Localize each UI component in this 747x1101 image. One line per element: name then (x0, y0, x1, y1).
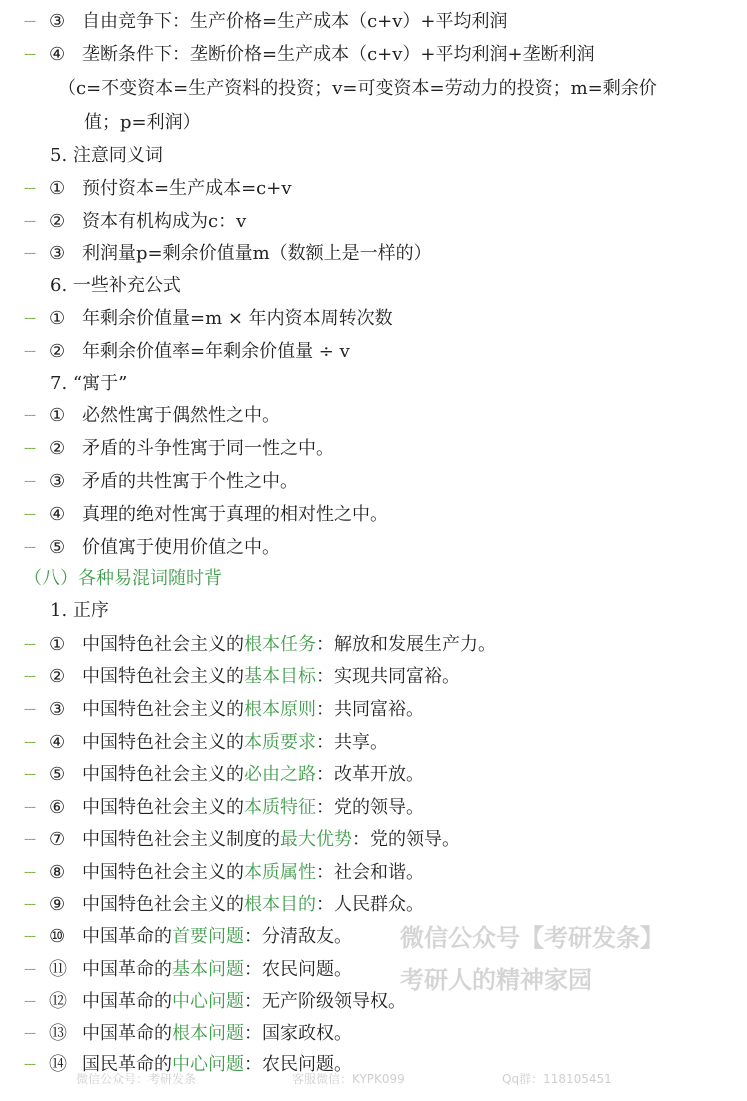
item-number: ③ (49, 699, 66, 720)
item-prefix: 中国特色社会主义的 (82, 699, 244, 720)
item-text: 年剩余价值量=m × 年内资本周转次数 (82, 308, 393, 329)
page-footer (0, 1070, 747, 1090)
item-prefix: 中国革命的 (82, 926, 172, 947)
dash-marker: --- (24, 214, 36, 229)
dash-marker: --- (24, 441, 36, 456)
item-text (82, 664, 460, 690)
note-text: （c=不变资本=生产资料的投资；v=可变资本=劳动力的投资；m=剩余价 (58, 78, 657, 99)
item-text (82, 957, 352, 983)
item-text: 矛盾的共性寓于个性之中。 (82, 471, 298, 492)
item-number: ② (49, 666, 66, 687)
dash-marker: --- (24, 832, 36, 847)
dash-marker: --- (24, 735, 36, 750)
dash-marker: --- (24, 408, 36, 423)
item-prefix: 中国革命的 (82, 991, 172, 1012)
item-keyword: 必由之路 (244, 764, 316, 785)
item-text (82, 632, 496, 658)
watermark-line-2: 考研人的精神家园 (400, 966, 592, 994)
dash-marker: --- (24, 929, 36, 944)
item-keyword: 本质特征 (244, 797, 316, 818)
item-number: ③ (49, 243, 66, 264)
dash-marker: --- (24, 344, 36, 359)
item-suffix: ：共同富裕。 (316, 699, 424, 720)
item-prefix: 中国革命的 (82, 1023, 172, 1044)
dash-marker: --- (24, 14, 36, 29)
item-keyword: 中心问题 (172, 1054, 244, 1075)
item-prefix: 中国特色社会主义的 (82, 634, 244, 655)
dash-marker: --- (24, 767, 36, 782)
item-keyword: 最大优势 (280, 829, 352, 850)
item-text (82, 892, 424, 918)
dash-marker: --- (24, 702, 36, 717)
item-number: ① (49, 178, 66, 199)
item-number: ⑧ (49, 862, 66, 883)
item-keyword: 基本目标 (244, 666, 316, 687)
dash-marker: --- (24, 1057, 36, 1072)
item-suffix: ：国家政权。 (244, 1023, 352, 1044)
item-number: ② (49, 341, 66, 362)
item-number: ① (49, 634, 66, 655)
item-keyword: 中心问题 (172, 991, 244, 1012)
item-keyword: 根本任务 (244, 634, 316, 655)
item-suffix: ：党的领导。 (352, 829, 460, 850)
item-text (82, 1021, 352, 1047)
item-keyword: 根本问题 (172, 1023, 244, 1044)
item-text (82, 860, 424, 886)
dash-marker: --- (24, 1026, 36, 1041)
dash-marker: --- (24, 474, 36, 489)
item-number: ⑨ (49, 894, 66, 915)
item-keyword: 根本目的 (244, 894, 316, 915)
watermark-line-1: 微信公众号【考研发条】 (400, 924, 664, 952)
dash-marker: --- (24, 897, 36, 912)
item-suffix: ：农民问题。 (244, 959, 352, 980)
item-number: ⑤ (49, 764, 66, 785)
item-suffix: ：解放和发展生产力。 (316, 634, 496, 655)
footer-wechat: 微信公众号：考研发条 (76, 1072, 197, 1086)
item-text (82, 730, 388, 756)
dash-marker: --- (24, 47, 36, 62)
item-text: 资本有机构成为c：v (82, 211, 247, 232)
item-text (82, 795, 424, 821)
item-prefix: 中国特色社会主义的 (82, 732, 244, 753)
item-prefix: 国民革命的 (82, 1054, 172, 1075)
item-text: 利润量p=剩余价值量m（数额上是一样的） (82, 243, 432, 264)
item-text: 价值寓于使用价值之中。 (82, 537, 280, 558)
item-number: ⑫ (49, 991, 67, 1012)
item-suffix: ：无产阶级领导权。 (244, 991, 406, 1012)
footer-qq: Qq群：118105451 (502, 1072, 612, 1086)
item-number: ① (49, 405, 66, 426)
item-suffix: ：实现共同富裕。 (316, 666, 460, 687)
item-number: ② (49, 438, 66, 459)
item-keyword: 首要问题 (172, 926, 244, 947)
item-number: ④ (49, 732, 66, 753)
item-text: 自由竞争下：生产价格=生产成本（c+v）+平均利润 (82, 11, 508, 32)
item-number: ③ (49, 471, 66, 492)
item-prefix: 中国特色社会主义制度的 (82, 829, 280, 850)
item-number: ① (49, 308, 66, 329)
dash-marker: --- (24, 865, 36, 880)
section-title: 7. “寓于” (50, 373, 128, 394)
item-number: ⑤ (49, 537, 66, 558)
item-keyword: 本质要求 (244, 732, 316, 753)
item-text: 真理的绝对性寓于真理的相对性之中。 (82, 504, 388, 525)
dash-marker: --- (24, 962, 36, 977)
item-text: 年剩余价值率=年剩余价值量 ÷ v (82, 341, 350, 362)
item-text (82, 697, 424, 723)
dash-marker: --- (24, 540, 36, 555)
item-prefix: 中国特色社会主义的 (82, 862, 244, 883)
item-suffix: ：分清敌友。 (244, 926, 352, 947)
item-number: ④ (49, 504, 66, 525)
dash-marker: --- (24, 637, 36, 652)
item-number: ⑩ (49, 926, 66, 947)
dash-marker: --- (24, 311, 36, 326)
item-suffix: ：改革开放。 (316, 764, 424, 785)
section-title: 5. 注意同义词 (50, 145, 163, 166)
item-number: ② (49, 211, 66, 232)
item-suffix: ：人民群众。 (316, 894, 424, 915)
item-number: ⑥ (49, 797, 66, 818)
item-number: ③ (49, 11, 66, 32)
item-number: ⑭ (49, 1054, 67, 1075)
dash-marker: --- (24, 181, 36, 196)
item-text (82, 924, 352, 950)
item-keyword: 本质属性 (244, 862, 316, 883)
dash-marker: --- (24, 994, 36, 1009)
item-text (82, 989, 406, 1015)
item-text: 垄断条件下：垄断价格=生产成本（c+v）+平均利润+垄断利润 (82, 44, 595, 65)
dash-marker: --- (24, 246, 36, 261)
item-prefix: 中国革命的 (82, 959, 172, 980)
item-text: 矛盾的斗争性寓于同一性之中。 (82, 438, 334, 459)
item-text: 预付资本=生产成本=c+v (82, 178, 292, 199)
item-keyword: 基本问题 (172, 959, 244, 980)
item-prefix: 中国特色社会主义的 (82, 666, 244, 687)
item-suffix: ：社会和谐。 (316, 862, 424, 883)
item-text (82, 762, 424, 788)
item-prefix: 中国特色社会主义的 (82, 764, 244, 785)
item-text: 必然性寓于偶然性之中。 (82, 405, 280, 426)
dash-marker: --- (24, 507, 36, 522)
item-prefix: 中国特色社会主义的 (82, 894, 244, 915)
item-number: ⑦ (49, 829, 66, 850)
part-title: （八）各种易混词随时背 (24, 568, 222, 589)
footer-service: 客服微信：KYPK099 (292, 1072, 405, 1086)
note-text: 值；p=利润） (84, 112, 201, 133)
item-keyword: 根本原则 (244, 699, 316, 720)
item-suffix: ：共享。 (316, 732, 388, 753)
item-suffix: ：党的领导。 (316, 797, 424, 818)
item-number: ⑪ (49, 959, 67, 980)
section-title: 1. 正序 (50, 600, 109, 621)
dash-marker: --- (24, 800, 36, 815)
item-text (82, 827, 460, 853)
item-prefix: 中国特色社会主义的 (82, 797, 244, 818)
item-suffix: ：农民问题。 (244, 1054, 352, 1075)
item-number: ④ (49, 44, 66, 65)
dash-marker: --- (24, 669, 36, 684)
item-number: ⑬ (49, 1023, 67, 1044)
section-title: 6. 一些补充公式 (50, 275, 181, 296)
